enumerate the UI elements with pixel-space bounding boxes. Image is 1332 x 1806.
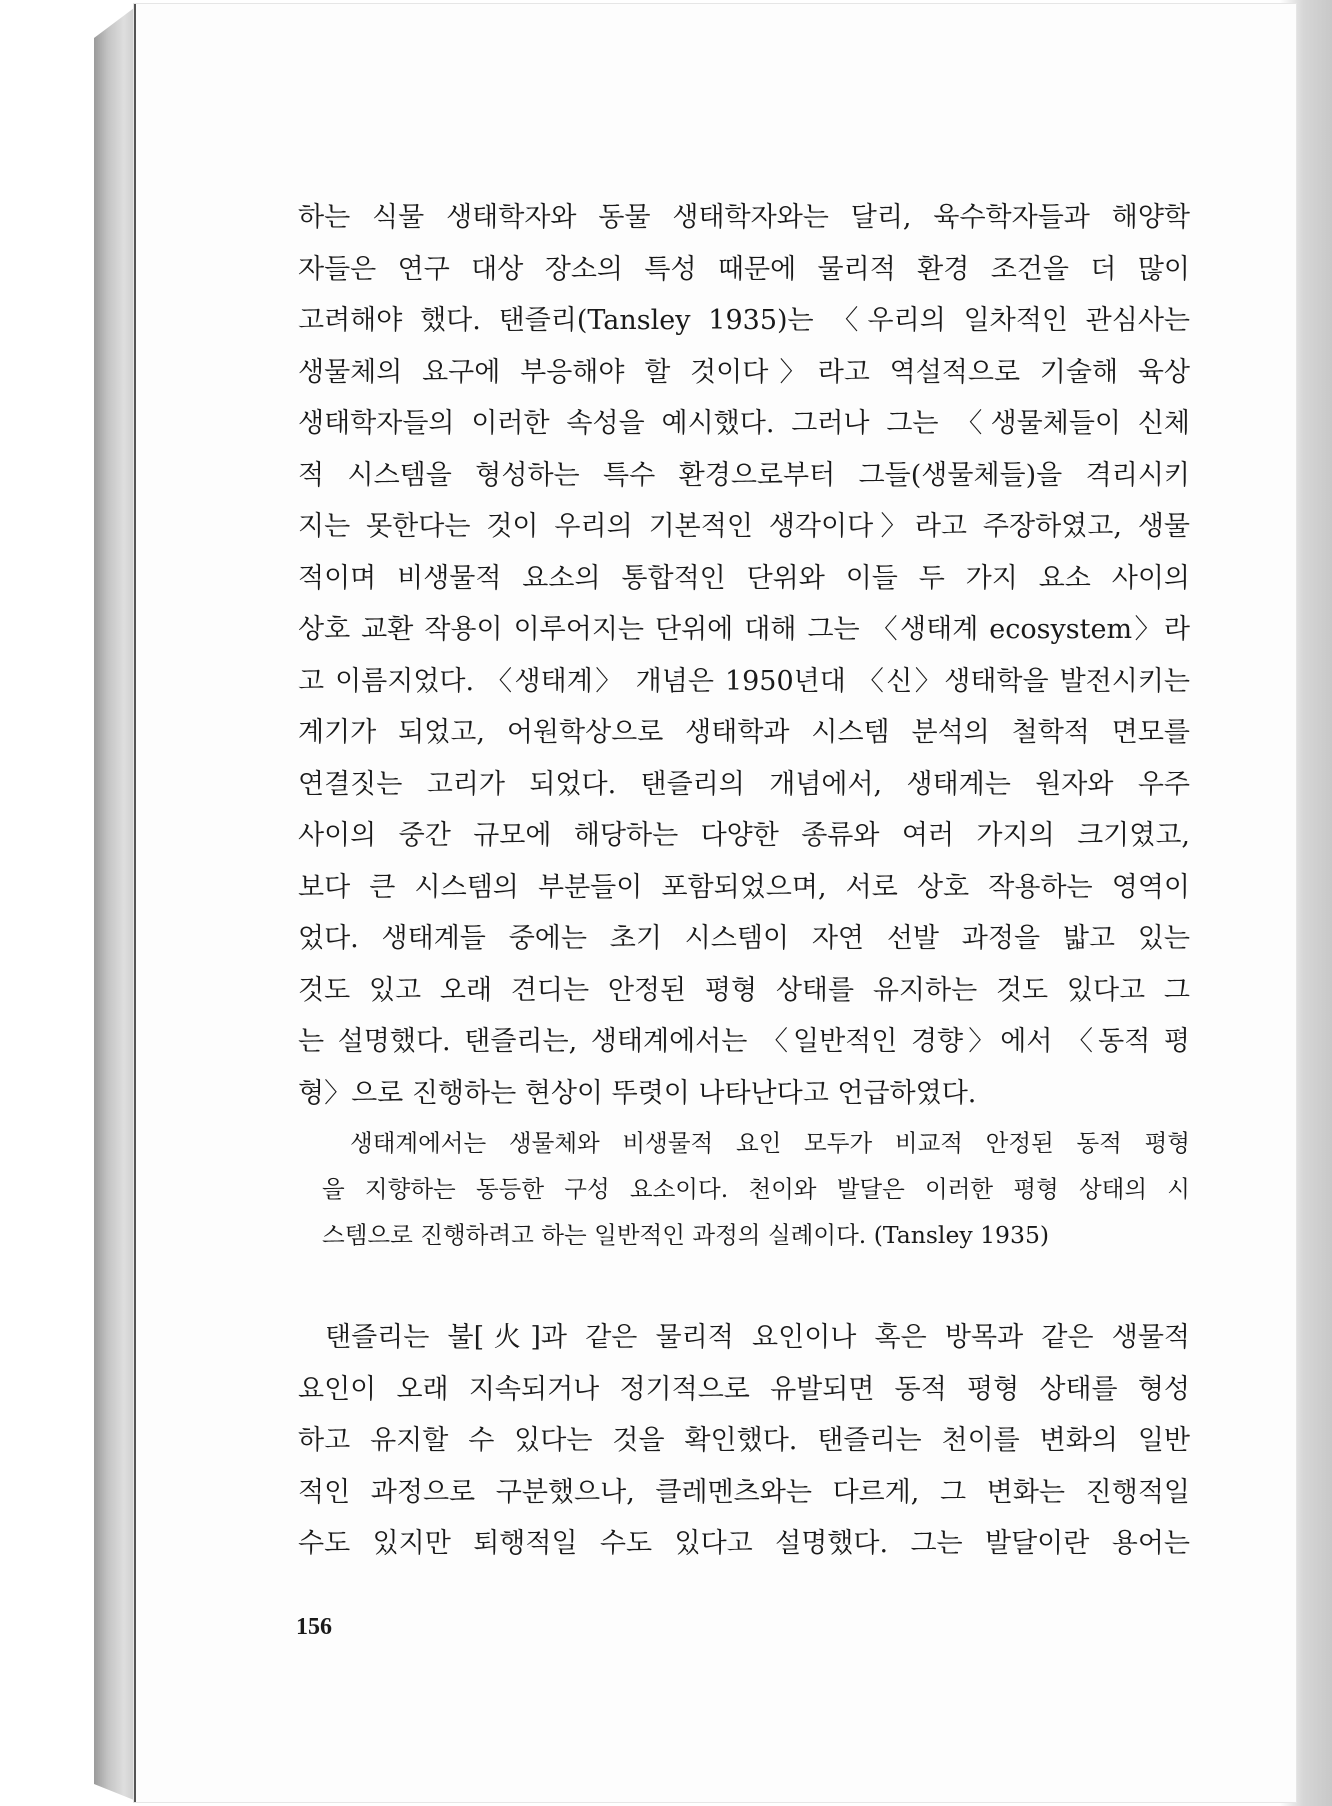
text-line: 보다 큰 시스템의 부분들이 포함되었으며, 서로 상호 작용하는 영역이 [298,871,1190,903]
text-line: 것도 있고 오래 견디는 안정된 평형 상태를 유지하는 것도 있다고 그 [298,974,1190,1006]
text-line: 계기가 되었고, 어원학상으로 생태학과 시스템 분석의 철학적 면모를 [298,717,1190,748]
text-line: 적인 과정으로 구분했으나, 클레멘츠와는 다르게, 그 변화는 진행적일 [298,1476,1190,1508]
text-line: 사이의 중간 규모에 해당하는 다양한 종류와 여러 가지의 크기였고, [298,820,1190,851]
text-line: 수도 있지만 퇴행적일 수도 있다고 설명했다. 그는 발달이란 용어는 [298,1528,1190,1559]
page-number: 156 [296,1614,332,1640]
body-paragraph-1 [298,192,1190,1119]
quote-line: 스템으로 진행하려고 하는 일반적인 과정의 실례이다. (Tansley 1935) [322,1221,1050,1249]
text-line: 하고 유지할 수 있다는 것을 확인했다. 탠즐리는 천이를 변화의 일반 [298,1425,1190,1456]
book-spine-edge [94,8,134,1800]
text-line: 연결짓는 고리가 되었다. 탠즐리의 개념에서, 생태계는 원자와 우주 [298,768,1190,800]
text-line: 생태학자들의 이러한 속성을 예시했다. 그러나 그는 〈생물체들이 신체 [298,408,1190,439]
text-line: 생물체의 요구에 부응해야 할 것이다〉라고 역설적으로 기술해 육상 [298,356,1190,388]
text-line: 하는 식물 생태학자와 동물 생태학자와는 달리, 육수학자들과 해양학 [298,202,1190,233]
text-line: 적 시스템을 형성하는 특수 환경으로부터 그들(생물체들)을 격리시키 [298,459,1190,491]
body-paragraph-2 [298,1312,1190,1570]
text-line: 는 설명했다. 탠즐리는, 생태계에서는 〈일반적인 경향〉에서 〈동적 평 [298,1026,1190,1057]
text-line: 요인이 오래 지속되거나 정기적으로 유발되면 동적 평형 상태를 형성 [298,1373,1190,1405]
text-line: 었다. 생태계들 중에는 초기 시스템이 자연 선발 과정을 밟고 있는 [298,923,1190,954]
text-line: 고려해야 했다. 탠즐리(Tansley 1935)는 〈우리의 일차적인 관심사는 [298,305,1190,336]
text-line: 고 이름지었다. 〈생태계〉 개념은 1950년대 〈신〉생태학을 발전시키는 [298,665,1190,697]
quote-line: 생태계에서는 생물체와 비생물적 요인 모두가 비교적 안정된 동적 평형 [350,1129,1190,1157]
text-line: 지는 못한다는 것이 우리의 기본적인 생각이다〉라고 주장하였고, 생물 [298,511,1190,542]
text-line: 적이며 비생물적 요소의 통합적인 단위와 이들 두 가지 요소 사이의 [298,562,1190,594]
block-quote [322,1120,1190,1258]
text-line: 자들은 연구 대상 장소의 특성 때문에 물리적 환경 조건을 더 많이 [298,253,1190,285]
text-line: 형〉으로 진행하는 현상이 뚜렷이 나타난다고 언급하였다. [298,1077,977,1109]
text-line: 탠즐리는 불[火]과 같은 물리적 요인이나 혹은 방목과 같은 생물적 [325,1322,1190,1353]
text-line: 상호 교환 작용이 이루어지는 단위에 대해 그는 〈생태계 ecosystem〉라 [298,614,1190,645]
quote-line: 을 지향하는 동등한 구성 요소이다. 천이와 발달은 이러한 평형 상태의 시 [322,1175,1190,1203]
